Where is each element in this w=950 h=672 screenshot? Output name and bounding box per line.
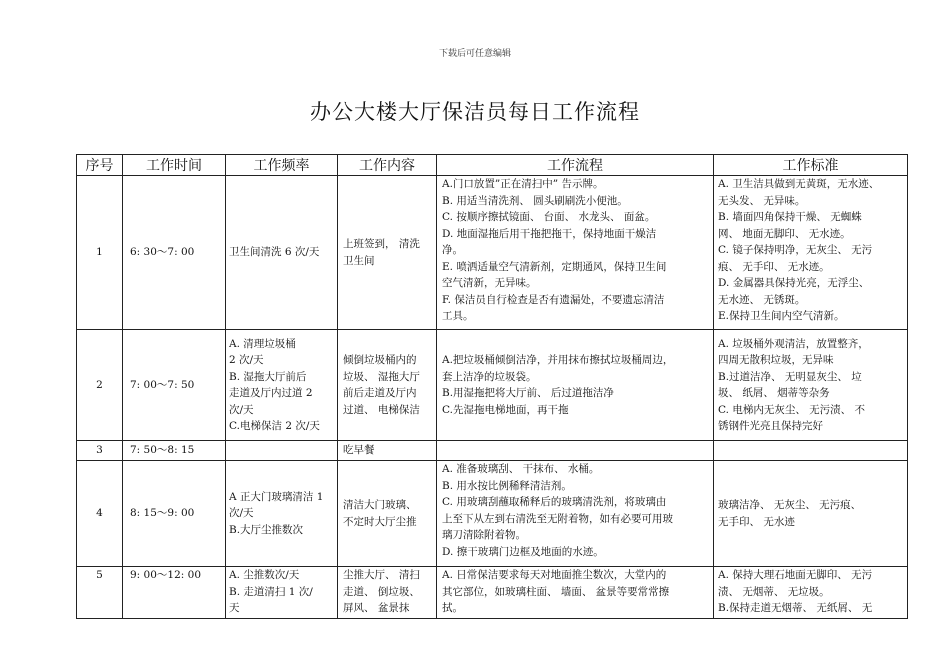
flow-line: E. 喷洒适量空气清新剂，定期通风，保持卫生间: [442, 260, 667, 273]
content-line: 倾倒垃圾桶内的: [343, 354, 417, 366]
col-header-flow: 工作流程: [437, 155, 714, 176]
frequency-line: 卫生间清洗 6 次/天: [229, 246, 320, 259]
standard-line: A. 卫生洁具做到无黄斑，无水迹、: [718, 178, 880, 190]
standard-line: 网、 地面无脚印、 无水迹。: [718, 227, 851, 240]
frequency-line: 天: [229, 602, 240, 614]
flow-line: D. 擦干玻璃门边框及地面的水迹。: [442, 545, 604, 558]
standard-line: 圾、 纸屑、 烟蒂等杂务: [718, 387, 830, 399]
frequency-line: B. 走道清扫 1 次/: [229, 585, 313, 598]
row-standard: [714, 330, 908, 441]
row-frequency: [226, 330, 338, 441]
flow-line: 拭。: [442, 602, 463, 614]
flow-line: A.门口放置”正在清扫中” 告示牌。: [442, 178, 604, 190]
flow-line: A. 准备玻璃刮、 干抹布、 水桶。: [442, 463, 600, 475]
row-standard: [714, 441, 908, 461]
row-frequency: [226, 176, 338, 330]
row-standard: [714, 567, 908, 619]
flow-line: A.把垃圾桶倾倒洁净，并用抹布擦拭垃圾桶周边，: [442, 354, 674, 366]
flow-line: 上至下从左到右清洗至无附着物，如有必要可用玻: [442, 512, 673, 525]
flow-line: 其它部位，如玻璃柱面、 墙面、 盆景等要常常擦: [442, 585, 670, 598]
standard-line: B.保持走道无烟蒂、 无纸屑、 无: [718, 602, 873, 614]
standard-line: C. 镜子保持明净，无灰尘、 无污: [718, 244, 873, 256]
row-time: 6: 30～7: 00: [123, 176, 226, 330]
row-content: [338, 441, 437, 461]
flow-line: D. 地面湿拖后用干拖把拖干，保持地面干燥洁: [442, 227, 657, 240]
row-standard: [714, 176, 908, 330]
row-number: 3: [77, 441, 123, 461]
frequency-line: A. 尘推数次/天: [229, 569, 300, 581]
flow-line: 空气清新，无异味。: [442, 277, 537, 289]
work-schedule-table: [76, 154, 908, 619]
flow-line: B.用湿拖把将大厅前、 后过道拖洁净: [442, 387, 614, 399]
flow-line: B. 用适当清洗剂、 圆头刷刷洗小便池。: [442, 194, 628, 207]
col-header-frequency: 工作频率: [226, 155, 338, 176]
row-flow: [437, 330, 714, 441]
table-header-row: [77, 155, 908, 176]
content-line: 卫生间: [343, 254, 375, 267]
standard-line: 四周无散积垃圾，无异味: [718, 354, 834, 366]
standard-line: A. 保持大理石地面无脚印、 无污: [718, 569, 873, 581]
header-note: 下载后可任意编辑: [438, 49, 511, 59]
row-time: 8: 15～9: 00: [123, 461, 226, 567]
flow-line: B. 用水按比例稀释清洁剂。: [442, 479, 572, 492]
content-line: 清洁大门玻璃、: [343, 499, 417, 511]
frequency-line: 次/天: [229, 403, 254, 416]
frequency-line: 次/天: [229, 507, 254, 520]
row-content: [338, 330, 437, 441]
standard-line: B. 墙面四角保持干燥、 无蜘蛛: [718, 211, 862, 223]
row-frequency: [226, 461, 338, 567]
content-line: 垃圾、 湿拖大厅: [343, 370, 420, 383]
frequency-line: A 正大门玻璃清洁 1: [229, 490, 324, 503]
row-time: 9: 00～12: 00: [123, 567, 226, 619]
standard-line: A. 垃圾桶外观清洁，放置整齐，: [718, 337, 869, 350]
row-flow: [437, 461, 714, 567]
document-title: 办公大楼大厅保洁员每日工作流程: [310, 100, 640, 124]
col-header-no: 序号: [77, 155, 123, 176]
flow-line: A. 日常保洁要求每天对地面推尘数次，大堂内的: [442, 569, 667, 581]
row-content: [338, 176, 437, 330]
content-line: 过道、 电梯保洁: [343, 403, 420, 416]
flow-line: C. 用玻璃刮蘸取稀释后的玻璃清洗剂，将玻璃由: [442, 496, 667, 508]
flow-line: F. 保洁员自行检查是否有遗漏处，不要遗忘清洁: [442, 293, 665, 306]
row-number: 1: [77, 176, 123, 330]
col-header-content: 工作内容: [338, 155, 437, 176]
row-standard: [714, 461, 908, 567]
content-line: 尘推大厅、 清扫: [343, 569, 420, 581]
row-time: 7: 50～8: 15: [123, 441, 226, 461]
row-number: 5: [77, 567, 123, 619]
standard-line: 渍、 无烟蒂、 无垃圾。: [718, 585, 830, 598]
row-content: [338, 567, 437, 619]
frequency-line: B. 湿拖大厅前后: [229, 370, 307, 383]
standard-line: E.保持卫生间内空气清新。: [718, 310, 845, 322]
standard-line: C. 电梯内无灰尘、 无污渍、 不: [718, 403, 866, 416]
row-flow: [437, 176, 714, 330]
col-header-time: 工作时间: [123, 155, 226, 176]
frequency-line: A. 清理垃圾桶: [229, 337, 296, 350]
standard-line: 无手印、 无水迹: [718, 515, 795, 528]
row-number: 4: [77, 461, 123, 567]
frequency-line: 2 次/天: [229, 354, 264, 366]
frequency-line: B.大厅尘推数次: [229, 523, 304, 536]
flow-line: 工具。: [442, 310, 474, 322]
col-header-standard: 工作标准: [714, 155, 908, 176]
standard-line: 玻璃洁净、 无灰尘、 无污痕、: [718, 499, 862, 511]
row-number: 2: [77, 330, 123, 441]
table-row: [77, 441, 908, 461]
table-row: [77, 176, 908, 330]
row-flow: [437, 567, 714, 619]
content-line: 前后走道及厅内: [343, 387, 417, 399]
flow-line: 套上洁净的垃圾袋。: [442, 370, 537, 383]
standard-line: B.过道洁净、 无明显灰尘、 垃: [718, 370, 862, 383]
row-frequency: [226, 441, 338, 461]
content-line: 屏风、 盆景抹: [343, 602, 410, 614]
content-line: 吃早餐: [343, 444, 375, 457]
content-line: 不定时大厅尘推: [343, 515, 417, 528]
standard-line: 无头发、 无异味。: [718, 194, 806, 207]
content-line: 上班签到， 清洗: [343, 238, 420, 250]
row-flow: [437, 441, 714, 461]
standard-line: 无水迹、 无锈斑。: [718, 293, 806, 306]
row-time: 7: 00～7: 50: [123, 330, 226, 441]
frequency-line: 走道及厅内过道 2: [229, 387, 313, 399]
content-line: 走道、 倒垃圾、: [343, 585, 420, 598]
flow-line: 璃刀清除附着物。: [442, 529, 526, 541]
flow-line: C. 按顺序擦拭镜面、 台面、 水龙头、 面盆。: [442, 211, 656, 223]
row-frequency: [226, 567, 338, 619]
frequency-line: C.电梯保洁 2 次/天: [229, 420, 320, 432]
flow-line: C.先湿拖电梯地面，再干拖: [442, 403, 569, 416]
table-row: [77, 567, 908, 619]
row-content: [338, 461, 437, 567]
table-row: [77, 330, 908, 441]
flow-line: 净。: [442, 244, 463, 256]
table-row: [77, 461, 908, 567]
standard-line: D. 金属器具保持光亮，无浮尘、: [718, 277, 870, 289]
standard-line: 锈钢件光亮且保持完好: [718, 420, 823, 432]
standard-line: 痕、 无手印、 无水迹。: [718, 260, 830, 273]
